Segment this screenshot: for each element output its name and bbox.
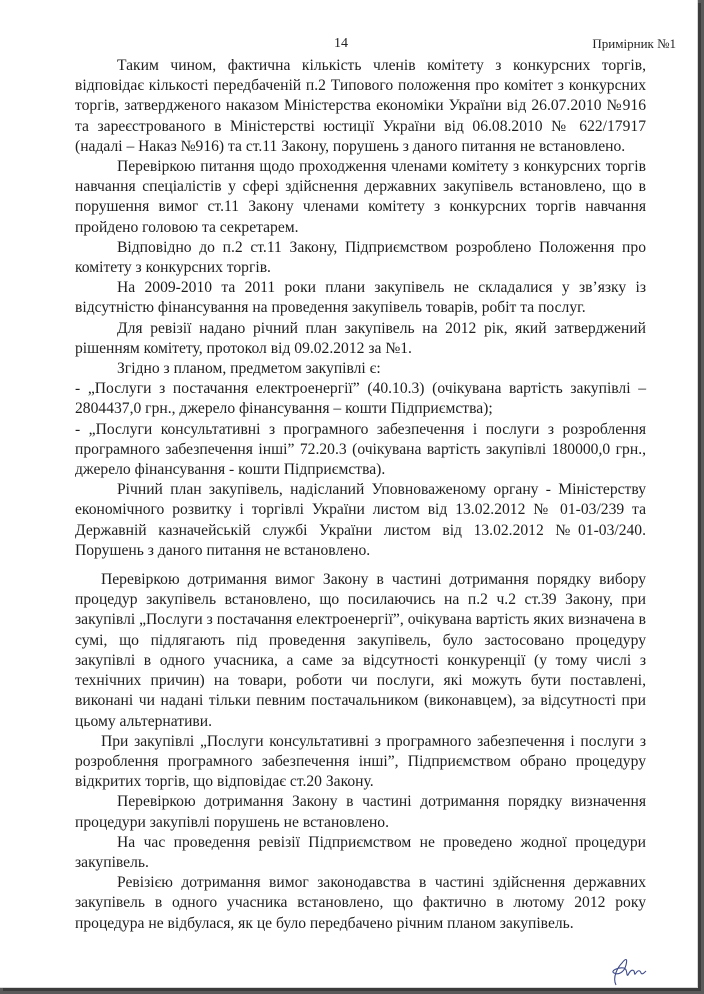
- paragraph: Для ревізії надано річний план закупівель на 2012 рік, який затверджений рішенням комітету, протокол від 09.02.2012 за №1.: [75, 319, 646, 357]
- paragraph: Таким чином, фактична кількість членів комітету з конкурсних торгів, відповідає кількості передбаченій п.2 Типового положення про комітет з конкурсних торгів, затвердженого наказом Міністерства економіки України від 26.07.2010 №916 та зареєстрованого в Міністерстві юстиції України від 06.08.2010 № 622/17917 (надалі – Наказ №916) та ст.11 Закону, порушень з даного питання не встановлено.: [75, 57, 646, 155]
- paragraph: Ревізією дотримання вимог законодавства в частині здійснення державних закупівель в одного учасника встановлено, що фактично в лютому 2012 року процедура не відбулася, як це було передбачено річним планом закупівель.: [75, 874, 646, 932]
- paragraph: Перевіркою дотримання вимог Закону в частині дотримання порядку вибору процедур закупівель встановлено, що посилаючись на п.2 ч.2 ст.39 Закону, при закупівлі „Послуги з постачання електроенергії”, очікувана вартість яких визначена в сумі, що підлягають під проведення закупівель, було застосовано процедуру закупівлі в одного учасника, а саме за відсутності конкуренції (у тому числі з технічних причин) на товари, роботи чи послуги, які можуть бути поставлені, виконані чи надані тільки певним постачальником (виконавцем), за відсутності при цьому альтернативи.: [75, 571, 646, 730]
- list-item: - „Послуги консультативні з програмного забезпечення і послуги з розроблення програмного забезпечення інші” 72.20.3 (очікувана вартість закупівлі 180000,0 грн., джерело фінансування - кошти Підприємства).: [75, 420, 646, 479]
- paragraph: Згідно з планом, предметом закупівлі є:: [117, 360, 381, 378]
- page-number: 14: [334, 36, 348, 51]
- copy-label: Примірник №1: [592, 36, 676, 51]
- paragraph: На 2009-2010 та 2011 роки плани закупівель не складалися у зв’язку із відсутністю фінансування на проведення закупівель товарів, робіт та послуг.: [75, 279, 646, 317]
- paragraph: Перевіркою питання щодо проходження членами комітету з конкурсних торгів навчання спеціалістів у сфері здійснення державних закупівель встановлено, що в порушення вимог ст.11 Закону членами комітету з конкурсних торгів навчання пройдено головою та секретарем.: [75, 158, 646, 236]
- list-item: - „Послуги з постачання електроенергії” (40.10.3) (очікувана вартість закупівлі – 2804437,0 грн., джерело фінансування – кошти Підприємства);: [75, 380, 646, 418]
- paragraph: Річний план закупівель, надісланий Уповноваженому органу - Міністерству економічного розвитку і торгівлі України листом від 13.02.2012 № 01-03/239 та Державній казначейській службі України листом від 13.02.2012 №01-03/240. Порушень з даного питання не встановлено.: [75, 481, 646, 559]
- paragraph: При закупівлі „Послуги консультативні з програмного забезпечення і послуги з розроблення програмного забезпечення інші”, Підприємством обрано процедуру відкритих торгів, що відповідає ст.20 Закону.: [75, 732, 646, 791]
- paragraph: На час проведення ревізії Підприємством не проведено жодної процедури закупівель.: [75, 833, 646, 871]
- document-body: [75, 56, 646, 934]
- paragraph: Відповідно до п.2 ст.11 Закону, Підприємством розроблено Положення про комітету з конкурсних торгів.: [75, 238, 646, 277]
- signature-stroke: [613, 960, 646, 986]
- signature: [608, 953, 652, 989]
- paragraph: Перевіркою дотримання Закону в частині дотримання порядку визначення процедури закупівлі порушень не встановлено.: [75, 793, 646, 831]
